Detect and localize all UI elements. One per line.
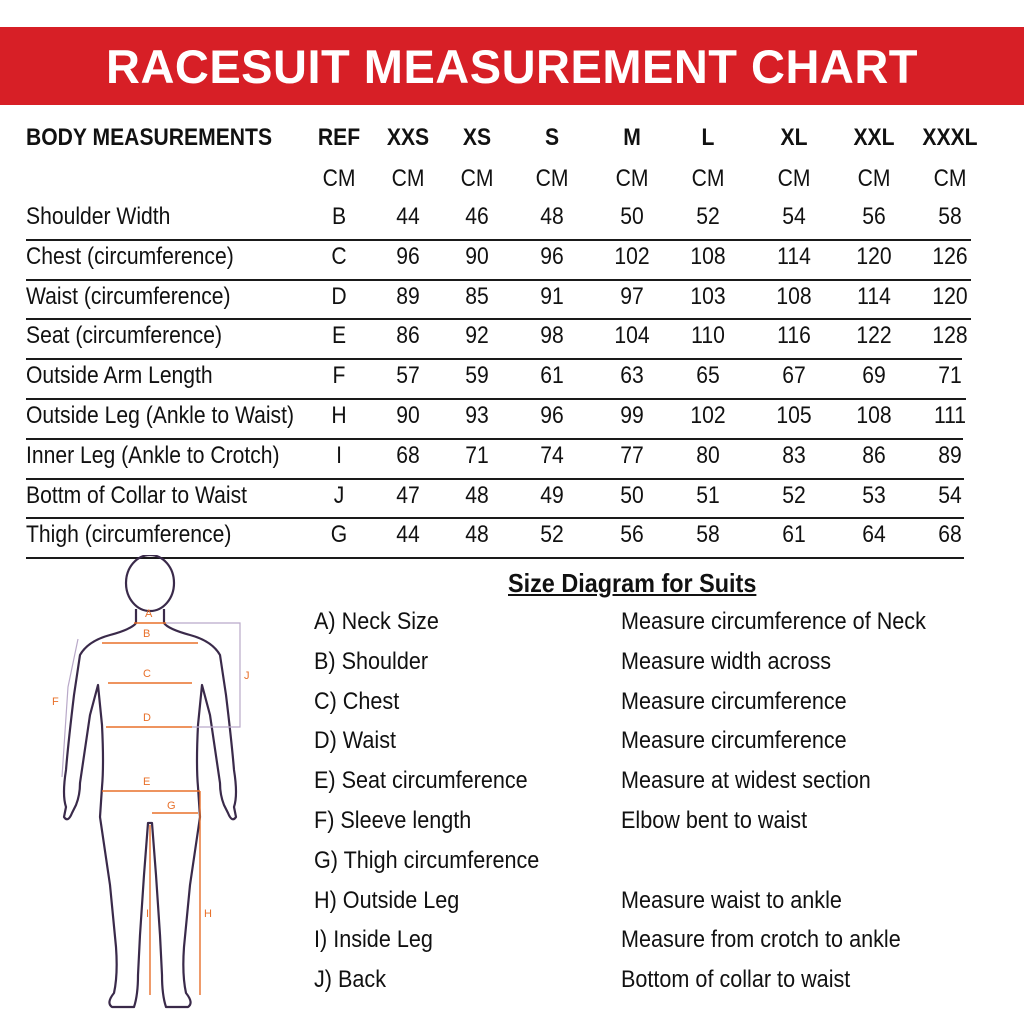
row-label: Chest (circumference) xyxy=(26,243,234,270)
table-cell: 122 xyxy=(856,322,892,349)
table-cell: 47 xyxy=(396,482,420,509)
row-divider xyxy=(26,358,962,360)
row-label: Outside Arm Length xyxy=(26,362,213,389)
marker-i: I xyxy=(146,908,150,920)
unit-label: CM xyxy=(322,165,356,192)
row-divider xyxy=(26,398,966,400)
diagram-item-label: E) Seat circumference xyxy=(314,767,528,794)
diagram-item-label: C) Chest xyxy=(314,688,400,715)
table-cell: 58 xyxy=(938,203,962,230)
table-cell: 48 xyxy=(465,482,489,509)
table-cell: 96 xyxy=(396,243,420,270)
row-label: Bottm of Collar to Waist xyxy=(26,482,248,509)
table-cell: 54 xyxy=(938,482,962,509)
diagram-item-label: A) Neck Size xyxy=(314,608,439,635)
row-divider xyxy=(26,279,971,281)
row-divider xyxy=(26,478,964,480)
table-cell: 110 xyxy=(691,322,725,349)
table-cell: 89 xyxy=(396,283,420,310)
row-divider xyxy=(26,318,971,320)
row-label: Shoulder Width xyxy=(26,203,171,230)
unit-label: CM xyxy=(460,165,494,192)
table-cell: 59 xyxy=(465,362,489,389)
table-cell: 96 xyxy=(540,243,564,270)
table-cell: 52 xyxy=(540,521,564,548)
marker-h: H xyxy=(204,908,212,920)
size-header-l: L xyxy=(701,124,715,151)
size-header-xs: XS xyxy=(462,124,492,151)
marker-f: F xyxy=(52,696,59,708)
diagram-item-label: H) Outside Leg xyxy=(314,887,460,914)
table-cell: 105 xyxy=(776,402,812,429)
table-cell: 44 xyxy=(396,521,420,548)
marker-c: C xyxy=(143,668,151,680)
table-cell: 53 xyxy=(862,482,886,509)
row-ref: D xyxy=(331,283,347,310)
unit-label: CM xyxy=(615,165,649,192)
table-cell: 104 xyxy=(614,322,650,349)
size-header-xl: XL xyxy=(780,124,808,151)
body-measurements-header: BODY MEASUREMENTS xyxy=(26,124,273,151)
table-cell: 99 xyxy=(620,402,644,429)
table-cell: 50 xyxy=(620,482,644,509)
title-banner xyxy=(0,27,1024,105)
table-cell: 74 xyxy=(540,442,564,469)
table-cell: 77 xyxy=(620,442,644,469)
row-ref: H xyxy=(331,402,347,429)
table-cell: 56 xyxy=(862,203,886,230)
row-label: Seat (circumference) xyxy=(26,322,223,349)
page-title: RACESUIT MEASUREMENT CHART xyxy=(106,39,918,93)
table-cell: 126 xyxy=(932,243,968,270)
diagram-item-description: Measure circumference of Neck xyxy=(621,608,926,635)
table-cell: 85 xyxy=(465,283,489,310)
table-cell: 61 xyxy=(540,362,564,389)
table-cell: 114 xyxy=(857,283,891,310)
table-cell: 71 xyxy=(465,442,489,469)
size-header-m: M xyxy=(623,124,641,151)
table-cell: 57 xyxy=(396,362,420,389)
table-cell: 46 xyxy=(465,203,489,230)
table-cell: 56 xyxy=(620,521,644,548)
marker-b: B xyxy=(143,628,151,640)
diagram-item-label: B) Shoulder xyxy=(314,648,429,675)
size-header-s: S xyxy=(544,124,560,151)
table-cell: 108 xyxy=(776,283,812,310)
table-cell: 111 xyxy=(933,402,967,429)
table-cell: 98 xyxy=(540,322,564,349)
table-cell: 103 xyxy=(690,283,726,310)
table-cell: 86 xyxy=(396,322,420,349)
table-cell: 48 xyxy=(465,521,489,548)
unit-label: CM xyxy=(777,165,811,192)
table-cell: 93 xyxy=(465,402,489,429)
table-cell: 49 xyxy=(540,482,564,509)
table-cell: 96 xyxy=(540,402,564,429)
table-cell: 128 xyxy=(932,322,968,349)
marker-e: E xyxy=(143,776,151,788)
row-label: Inner Leg (Ankle to Crotch) xyxy=(26,442,280,469)
row-ref: C xyxy=(331,243,347,270)
ref-header: REF xyxy=(317,124,361,151)
row-label: Thigh (circumference) xyxy=(26,521,232,548)
table-cell: 108 xyxy=(690,243,726,270)
table-cell: 92 xyxy=(465,322,489,349)
row-ref: F xyxy=(332,362,346,389)
diagram-item-description: Elbow bent to waist xyxy=(621,807,808,834)
table-cell: 50 xyxy=(620,203,644,230)
diagram-item-label: I) Inside Leg xyxy=(314,926,433,953)
table-cell: 54 xyxy=(782,203,806,230)
diagram-item-label: D) Waist xyxy=(314,727,396,754)
diagram-item-description: Measure waist to ankle xyxy=(621,887,842,914)
table-cell: 52 xyxy=(696,203,720,230)
table-cell: 80 xyxy=(696,442,720,469)
row-divider xyxy=(26,239,971,241)
diagram-item-description: Measure circumference xyxy=(621,727,847,754)
unit-label: CM xyxy=(933,165,967,192)
table-cell: 67 xyxy=(782,362,806,389)
unit-label: CM xyxy=(391,165,425,192)
table-cell: 116 xyxy=(777,322,811,349)
size-header-xxl: XXL xyxy=(853,124,895,151)
table-cell: 90 xyxy=(396,402,420,429)
table-cell: 102 xyxy=(690,402,726,429)
table-cell: 86 xyxy=(862,442,886,469)
table-cell: 58 xyxy=(696,521,720,548)
table-cell: 108 xyxy=(856,402,892,429)
table-cell: 68 xyxy=(396,442,420,469)
row-divider xyxy=(26,517,964,519)
row-label: Outside Leg (Ankle to Waist) xyxy=(26,402,295,429)
row-label: Waist (circumference) xyxy=(26,283,231,310)
diagram-item-description: Measure circumference xyxy=(621,688,847,715)
table-cell: 90 xyxy=(465,243,489,270)
table-cell: 64 xyxy=(862,521,886,548)
table-cell: 97 xyxy=(620,283,644,310)
table-cell: 102 xyxy=(614,243,650,270)
diagram-title: Size Diagram for Suits xyxy=(508,568,757,598)
diagram-item-description: Measure width across xyxy=(621,648,832,675)
table-cell: 91 xyxy=(540,283,564,310)
unit-label: CM xyxy=(691,165,725,192)
table-cell: 120 xyxy=(856,243,892,270)
marker-d: D xyxy=(143,712,151,724)
table-cell: 83 xyxy=(782,442,806,469)
table-cell: 68 xyxy=(938,521,962,548)
diagram-item-label: J) Back xyxy=(314,966,387,993)
row-ref: I xyxy=(336,442,342,469)
marker-a: A xyxy=(145,608,153,620)
row-ref: E xyxy=(331,322,347,349)
row-ref: B xyxy=(331,203,347,230)
marker-j: J xyxy=(244,670,250,682)
diagram-item-description: Bottom of collar to waist xyxy=(621,966,851,993)
size-header-xxs: XXS xyxy=(386,124,430,151)
table-cell: 114 xyxy=(777,243,811,270)
table-cell: 63 xyxy=(620,362,644,389)
table-cell: 44 xyxy=(396,203,420,230)
diagram-item-description: Measure from crotch to ankle xyxy=(621,926,901,953)
diagram-item-description: Measure at widest section xyxy=(621,767,871,794)
diagram-item-label: G) Thigh circumference xyxy=(314,847,540,874)
marker-g: G xyxy=(167,800,176,812)
body-figure-diagram xyxy=(40,555,280,1020)
table-cell: 69 xyxy=(862,362,886,389)
unit-label: CM xyxy=(857,165,891,192)
table-cell: 52 xyxy=(782,482,806,509)
unit-label: CM xyxy=(535,165,569,192)
table-cell: 65 xyxy=(696,362,720,389)
row-ref: J xyxy=(333,482,345,509)
size-header-xxxl: XXXL xyxy=(922,124,978,151)
diagram-item-label: F) Sleeve length xyxy=(314,807,472,834)
table-cell: 120 xyxy=(932,283,968,310)
table-cell: 89 xyxy=(938,442,962,469)
table-cell: 48 xyxy=(540,203,564,230)
table-cell: 61 xyxy=(782,521,806,548)
row-ref: G xyxy=(330,521,348,548)
table-cell: 71 xyxy=(938,362,962,389)
table-cell: 51 xyxy=(696,482,720,509)
row-divider xyxy=(26,438,963,440)
